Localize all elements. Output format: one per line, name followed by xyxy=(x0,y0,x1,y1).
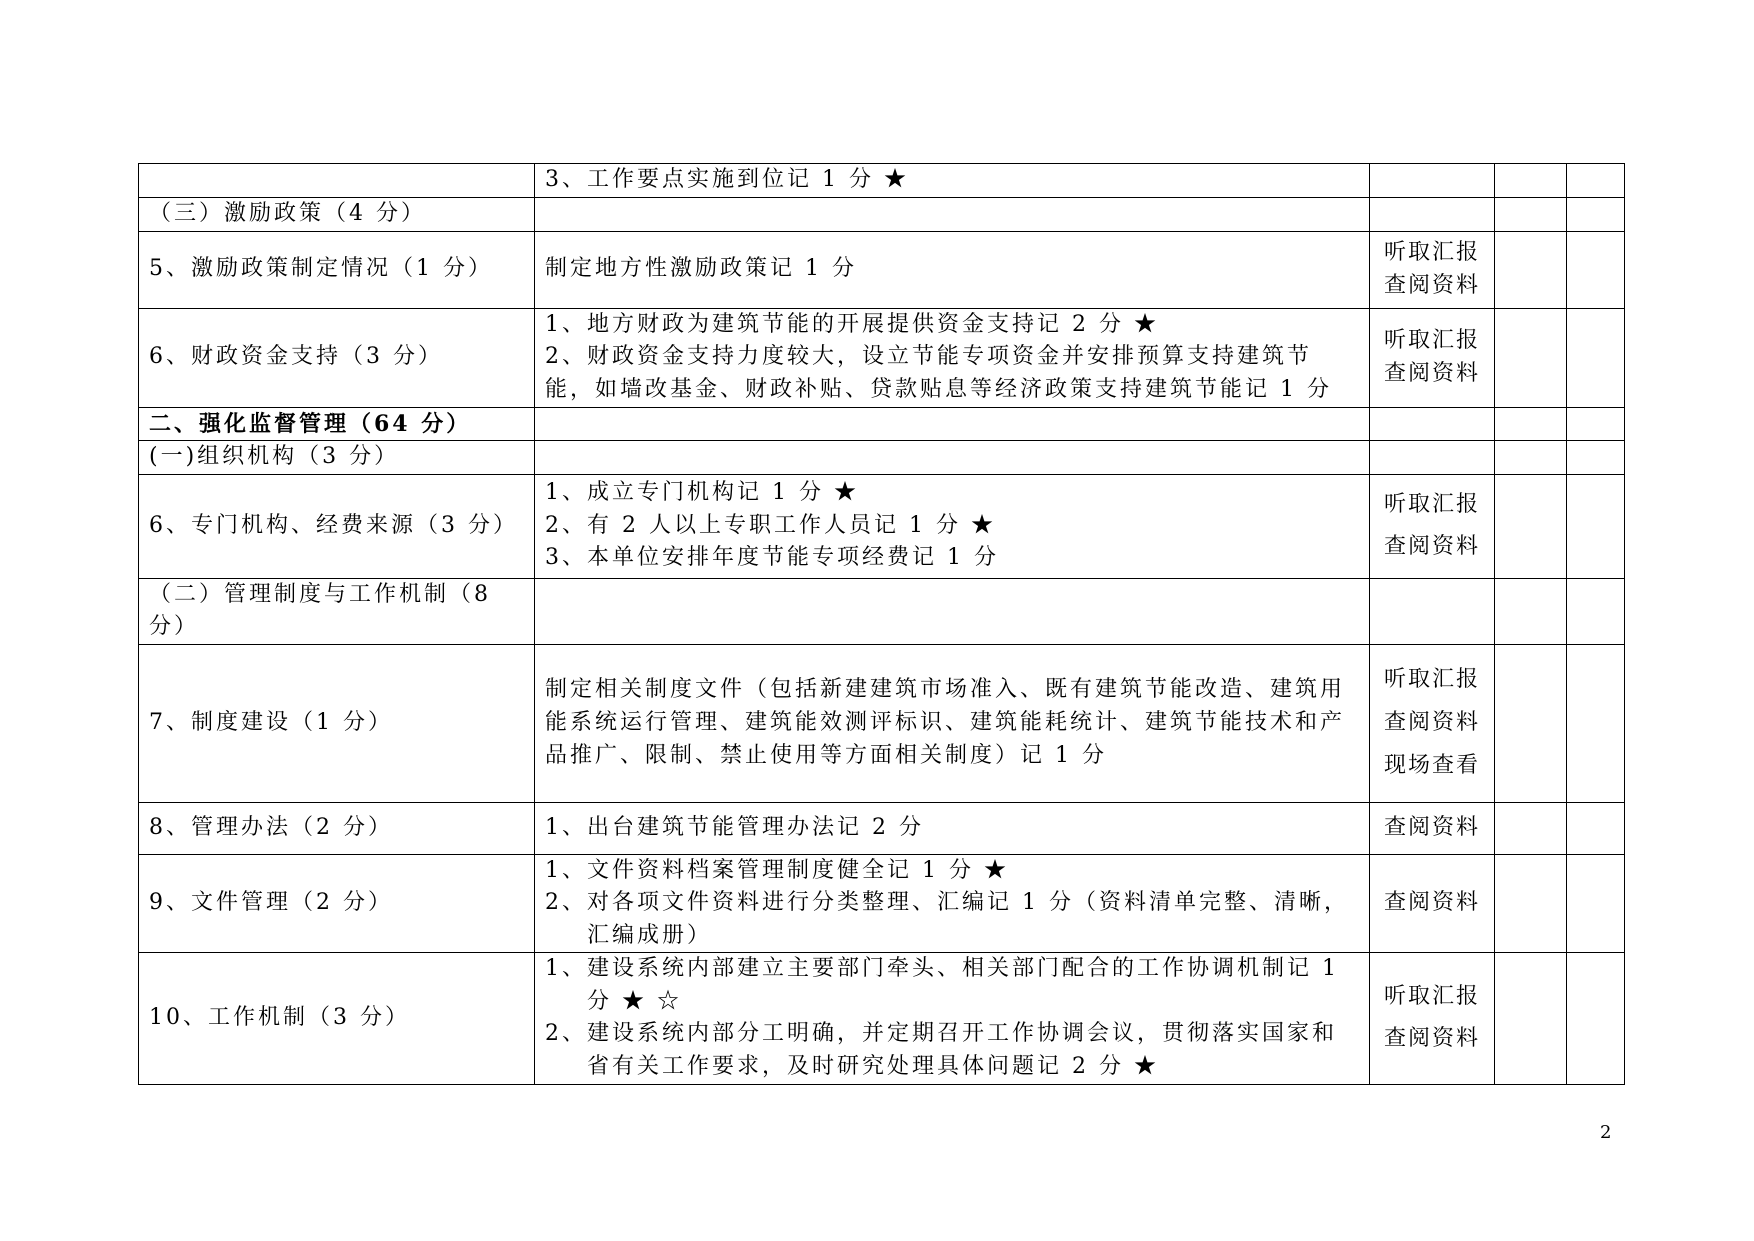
table-row xyxy=(139,308,1625,407)
method-cell xyxy=(1370,308,1495,407)
table-row xyxy=(139,644,1625,802)
score-cell xyxy=(1495,198,1567,232)
criteria-cell xyxy=(535,854,1370,953)
score-cell xyxy=(1495,231,1567,308)
method-cell xyxy=(1370,164,1495,198)
remark-cell xyxy=(1567,441,1625,475)
table-row xyxy=(139,474,1625,578)
remark-cell xyxy=(1567,308,1625,407)
table-row xyxy=(139,802,1625,854)
criteria-line: 2、对各项文件资料进行分类整理、汇编记 1 分（资料清单完整、清晰，汇编成册） xyxy=(545,890,1349,948)
method-line: 听取汇报 xyxy=(1383,328,1480,353)
score-cell xyxy=(1495,407,1567,441)
method-cell xyxy=(1370,441,1495,475)
criteria-cell xyxy=(535,407,1370,441)
item-cell: 6、专门机构、经费来源（3 分） xyxy=(139,474,535,578)
table-row xyxy=(139,441,1625,475)
remark-cell xyxy=(1567,474,1625,578)
remark-cell xyxy=(1567,802,1625,854)
score-cell xyxy=(1495,578,1567,644)
evaluation-table xyxy=(138,163,1625,1085)
page-number: 2 xyxy=(1600,1122,1612,1143)
remark-cell xyxy=(1567,854,1625,953)
method-line: 现场查看 xyxy=(1383,752,1480,778)
method-cell xyxy=(1370,578,1495,644)
item-cell xyxy=(139,164,535,198)
score-cell xyxy=(1495,308,1567,407)
criteria-line: 2、财政资金支持力度较大，设立节能专项资金并安排预算支持建筑节能，如墙改基金、财政补贴、贷款贴息等经济政策支持建筑节能记 1 分 xyxy=(545,344,1332,402)
score-cell xyxy=(1495,644,1567,802)
method-cell xyxy=(1370,953,1495,1084)
method-line: 听取汇报 xyxy=(1383,983,1480,1009)
remark-cell xyxy=(1567,231,1625,308)
remark-cell xyxy=(1567,644,1625,802)
criteria-cell xyxy=(535,644,1370,802)
criteria-line: 1、文件资料档案管理制度健全记 1 分 ★ xyxy=(545,857,1009,883)
method-cell xyxy=(1370,644,1495,802)
score-cell xyxy=(1495,441,1567,475)
method-cell xyxy=(1370,474,1495,578)
method-line: 查阅资料 xyxy=(1383,272,1480,298)
criteria-line: 制定地方性激励政策记 1 分 xyxy=(545,256,857,282)
table-row xyxy=(139,198,1625,232)
criteria-cell xyxy=(535,802,1370,854)
remark-cell xyxy=(1567,578,1625,644)
method-line: 查阅资料 xyxy=(1383,1026,1480,1052)
criteria-line: 1、建设系统内部建立主要部门牵头、相关部门配合的工作协调机制记 1 分 ★ ☆ xyxy=(545,956,1339,1014)
section-heading: (一)组织机构（3 分） xyxy=(139,441,535,475)
criteria-cell xyxy=(535,164,1370,198)
method-cell xyxy=(1370,802,1495,854)
item-cell: 5、激励政策制定情况（1 分） xyxy=(139,231,535,308)
item-cell: 7、制度建设（1 分） xyxy=(139,644,535,802)
criteria-cell xyxy=(535,231,1370,308)
score-cell xyxy=(1495,854,1567,953)
criteria-line: 3、本单位安排年度节能专项经费记 1 分 xyxy=(545,545,999,571)
criteria-cell xyxy=(535,198,1370,232)
score-cell xyxy=(1495,802,1567,854)
method-line: 查阅资料 xyxy=(1383,534,1480,560)
remark-cell xyxy=(1567,164,1625,198)
table-row xyxy=(139,854,1625,953)
table-row xyxy=(139,164,1625,198)
criteria-line: 1、出台建筑节能管理办法记 2 分 xyxy=(545,814,924,840)
table-row xyxy=(139,578,1625,644)
criteria-line: 1、地方财政为建筑节能的开展提供资金支持记 2 分 ★ xyxy=(545,311,1159,337)
criteria-line: 2、有 2 人以上专职工作人员记 1 分 ★ xyxy=(545,512,996,538)
criteria-line: 1、成立专门机构记 1 分 ★ xyxy=(545,480,859,506)
criteria-line: 3、工作要点实施到位记 1 分 ★ xyxy=(545,167,909,193)
method-line: 查阅资料 xyxy=(1383,890,1480,916)
item-cell: 8、管理办法（2 分） xyxy=(139,802,535,854)
item-cell: 9、文件管理（2 分） xyxy=(139,854,535,953)
method-line: 查阅资料 xyxy=(1383,709,1480,735)
remark-cell xyxy=(1567,953,1625,1084)
section-heading: （三）激励政策（4 分） xyxy=(139,198,535,232)
method-cell xyxy=(1370,231,1495,308)
method-cell xyxy=(1370,198,1495,232)
method-line: 听取汇报 xyxy=(1383,667,1480,693)
score-cell xyxy=(1495,474,1567,578)
table-row xyxy=(139,953,1625,1084)
item-cell: 6、财政资金支持（3 分） xyxy=(139,308,535,407)
method-line: 查阅资料 xyxy=(1383,360,1480,386)
section-heading: （二）管理制度与工作机制（8 分） xyxy=(139,578,535,644)
score-cell xyxy=(1495,164,1567,198)
item-cell: 10、工作机制（3 分） xyxy=(139,953,535,1084)
criteria-cell xyxy=(535,953,1370,1084)
method-line: 听取汇报 xyxy=(1383,240,1480,265)
remark-cell xyxy=(1567,407,1625,441)
criteria-cell xyxy=(535,308,1370,407)
method-line: 听取汇报 xyxy=(1383,491,1480,517)
section-heading: 二、强化监督管理（64 分） xyxy=(139,407,535,441)
method-cell xyxy=(1370,407,1495,441)
criteria-cell xyxy=(535,578,1370,644)
criteria-line: 2、建设系统内部分工明确，并定期召开工作协调会议，贯彻落实国家和省有关工作要求，及时研究处理具体问题记 2 分 ★ xyxy=(545,1021,1337,1080)
method-line: 查阅资料 xyxy=(1383,814,1480,840)
remark-cell xyxy=(1567,198,1625,232)
criteria-cell xyxy=(535,441,1370,475)
criteria-cell xyxy=(535,474,1370,578)
method-cell xyxy=(1370,854,1495,953)
table-row xyxy=(139,407,1625,441)
score-cell xyxy=(1495,953,1567,1084)
table-row xyxy=(139,231,1625,308)
criteria-line: 制定相关制度文件（包括新建建筑市场准入、既有建筑节能改造、建筑用能系统运行管理、建筑能效测评标识、建筑能耗统计、建筑节能技术和产品推广、限制、禁止使用等方面相关制度）记 1 分 xyxy=(545,677,1346,768)
